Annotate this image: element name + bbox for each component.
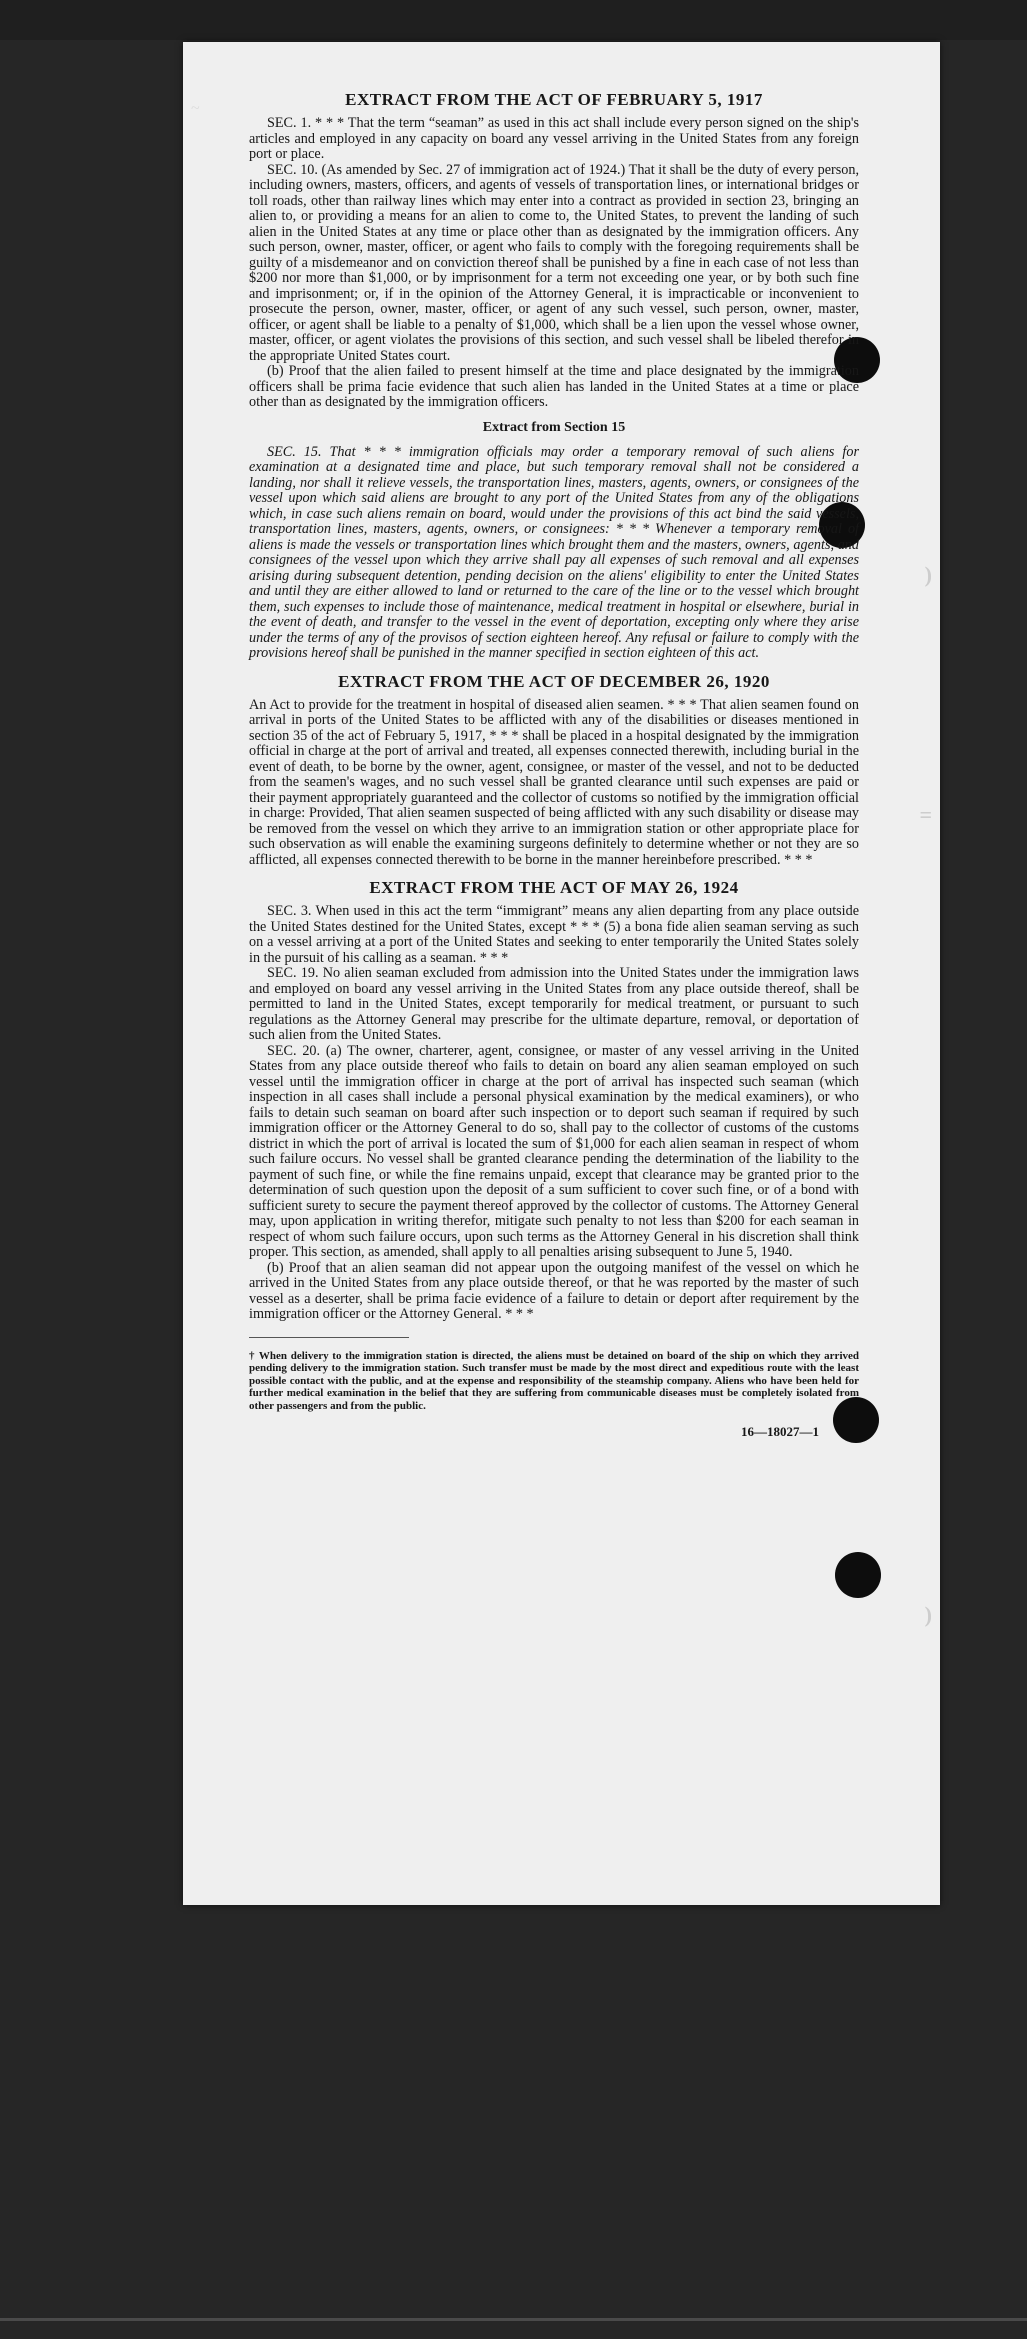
heading-section-15: Extract from Section 15 [482,419,626,435]
bleed-through-mark: ) [924,1602,932,1627]
heading-act-1917: EXTRACT FROM THE ACT OF FEBRUARY 5, 1917 [345,90,763,109]
section-15: SEC. 15. That * * * immigration officials may order a temporary removal of such aliens for examination at a designated time and place, but such temporary removal shall not be considered a landing, nor shall it relieve vessels, the transportation lines, masters, agents, owners, or consignees of the vessel upon which said aliens are brought to any port of the United States from any of the obligations which, in case such aliens remain on board, would under the provisions of this act bind the said vessels, transportation lines, masters, agents, owners, or consignees: * * * Whenever a temporary removal of aliens is made the vessels or transportation lines which brought them and the masters, owners, agents, and consignees of the vessel upon which they arrive shall pay all expenses of such removal and all expenses arising during subsequent detention, pending decision on the aliens' eligibility to enter the United States and until they are either allowed to land or returned to the care of the line or to the vessel which brought them, such expenses to include those of maintenance, medical treatment in hospital or elsewhere, burial in the event of death, and transfer to the vessel in the event of deportation, excepting only where they arise under the terms of any of the provisos of section eighteen hereof. Any refusal or failure to comply with the provisions hereof shall be punished in the manner specified in section eighteen of this act. [249,443,859,661]
section-10: SEC. 10. (As amended by Sec. 27 of immigration act of 1924.) That it shall be the duty of every person, including owners, masters, officers, and agents of vessels of transportation lines, or international bridges or toll roads, other than railway lines which may enter into a contract as provided in section 23, bringing an alien to, or providing a means for an alien to come to, the United States, to prevent the landing of such alien in the United States at any time or place other than as designated by the immigration officers. Any such person, owner, master, officer, or agent who fails to comply with the foregoing requirements shall be guilty of a misdemeanor and on conviction thereof shall be punished by a fine in each case of not less than $200 nor more than $1,000, or by imprisonment for a term not exceeding one year, or by both such fine and imprisonment; or, if in the opinion of the Attorney General, it is impracticable or inconvenient to prosecute the person, owner, master, officer, or agent of any such vessel, such person, owner, master, officer, or agent shall be liable to a penalty of $1,000, which shall be a lien upon the vessel whose owner, master, officer, or agent violates the provisions of this section, and such vessel shall be libeled therefor in the appropriate United States court. [249,161,859,364]
document-page [183,42,940,1905]
edge-mark: ~ [191,100,200,117]
bleed-through-mark: = [919,802,932,827]
section-10-b: (b) Proof that the alien failed to present himself at the time and place designated by the immigration officers shall be prima facie evidence that such alien has landed in the United States at a time or place other than as designated by the immigration officers. [249,363,859,410]
punch-hole [835,1552,881,1598]
section-19: SEC. 19. No alien seaman excluded from admission into the United States under the immigration laws and employed on board any vessel arriving in the United States from any place outside thereof, shall be permitted to land in the United States, except temporarily for medical treatment, or pursuant to such regulations as the Attorney General may prescribe for the ultimate departure, removal, or deportation of such alien from the United States. [249,965,859,1043]
scanner-top-strip [0,0,1027,40]
form-number: 16—18027—1 [741,1424,819,1439]
section-20-b: (b) Proof that an alien seaman did not appear upon the outgoing manifest of the vessel on which he arrived in the United States from any place outside thereof, or that he was reported by the master of such vessel as a deserter, shall be prima facie evidence of a failure to detain or deport after requirement by the immigration officer or the Attorney General. * * * [249,1259,859,1322]
bleed-through-mark: ) [924,562,932,587]
heading-act-1920: EXTRACT FROM THE ACT OF DECEMBER 26, 1920 [338,671,770,691]
scanner-bottom-line [0,2318,1027,2321]
footnote-rule [249,1337,409,1338]
section-1: SEC. 1. * * * That the term “seaman” as used in this act shall include every person signed on the ship's articles and employed in any capacity on board any vessel arriving in the United States from any foreign port or place. [249,115,859,162]
heading-act-1924: EXTRACT FROM THE ACT OF MAY 26, 1924 [369,878,739,897]
section-20: SEC. 20. (a) The owner, charterer, agent, consignee, or master of any vessel arriving in the United States from any place outside thereof who fails to detain on board any alien seaman employed on such vessel until the immigration officer in charge at the port of arrival has inspected such seaman (which inspection in all cases shall include a personal physical examination by the medical examiners), or who fails to detain such seaman on board after such inspection or to deport such seaman if required by such immigration officer or the Attorney General to do so, shall pay to the collector of customs of the customs district in which the port of arrival is located the sum of $1,000 for each alien seaman in respect of whom such failure occurs. No vessel shall be granted clearance pending the determination of the liability to the payment of such fine, or while the fine remains unpaid, except that clearance may be granted prior to the determination of such question upon the deposit of a sum sufficient to cover such fine, or of a bond with sufficient surety to secure the payment thereof approved by the collector of customs. The Attorney General may, upon application in writing therefor, mitigate such penalty to not less than $200 for each seaman in respect of whom such failure occurs, upon such terms as the Attorney General in his discretion shall think proper. This section, as amended, shall apply to all penalties arising subsequent to June 5, 1940. [249,1042,859,1260]
section-3: SEC. 3. When used in this act the term “immigrant” means any alien departing from any place outside the United States destined for the United States, except * * * (5) a bona fide alien seaman serving as such on a vessel arriving at a port of the United States and seeking to enter temporarily the United States solely in the pursuit of his calling as a seaman. * * * [249,903,859,966]
act-1920-text: An Act to provide for the treatment in hospital of diseased alien seamen. * * * That alien seamen found on arrival in ports of the United States to be afflicted with any of the disabilities or diseases mentioned in section 35 of the act of February 5, 1917, * * * shall be placed in a hospital designated by the immigration official in charge at the port of arrival and treated, all expenses connected therewith, including burial in the event of death, to be borne by the owner, agent, consignee, or master of the vessel, and not to be deducted from the seamen's wages, and no such vessel shall be granted clearance until such expenses are paid or their payment appropriately guaranteed and the collector of customs so notified by the immigration official in charge: Provided, That alien seamen suspected of being afflicted with any such disability or disease may be removed from the vessel on which they arrive to an immigration station or other appropriate place for such observation as will enable the examining surgeons definitely to determine whether or not they are so afflicted, all expenses connected therewith to be borne in the manner hereinbefore prescribed. * * * [249,696,859,868]
document-body [249,90,859,1440]
footnote: † When delivery to the immigration station is directed, the aliens must be detained on board of the ship on which they arrived pending delivery to the immigration station. Such transfer must be made by the most direct and expeditious route with the least possible contact with the public, and at the expense and responsibility of the steamship company. Aliens who have been held for further medical examination in the belief that they are suffering from communicable diseases must be completely isolated from other passengers and from the public. [249,1349,859,1412]
